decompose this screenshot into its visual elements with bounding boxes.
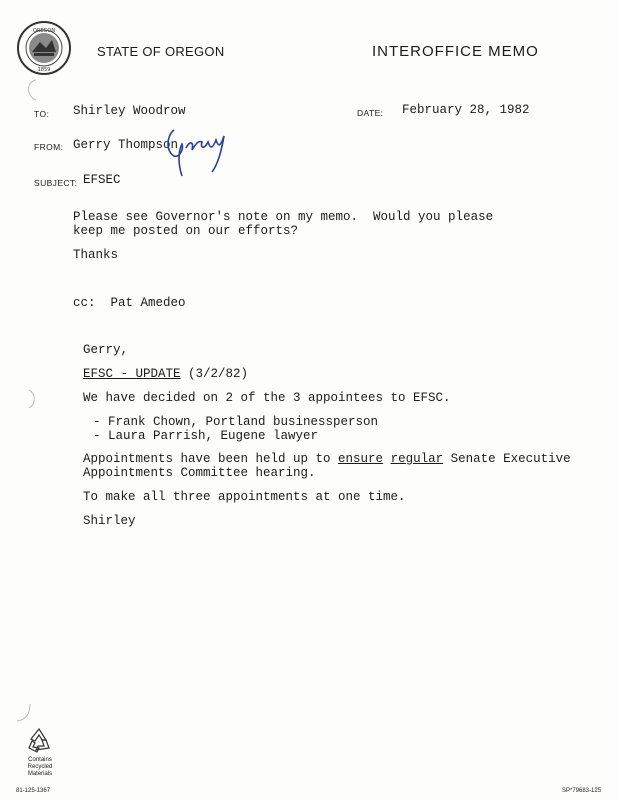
body-cc: cc: Pat Amedeo	[73, 296, 186, 310]
recycle-caption-line-3: Materials	[27, 771, 53, 777]
date-value: February 28, 1982	[402, 103, 530, 117]
memo-type: INTEROFFICE MEMO	[372, 43, 539, 60]
recycle-caption-line-2: Recycled	[27, 764, 53, 770]
form-number-right: SP*79683-125	[562, 788, 602, 794]
from-value: Gerry Thompson	[73, 138, 179, 152]
recycle-caption-line-1: Contains	[28, 757, 52, 763]
reply-heading-date: (3/2/82)	[180, 367, 249, 381]
reply-held-ensure: ensure	[338, 452, 384, 466]
from-label: FROM:	[34, 142, 64, 152]
date-label: DATE:	[357, 108, 384, 118]
svg-text:OREGON: OREGON	[32, 28, 56, 34]
subject-value: EFSEC	[83, 173, 121, 187]
recycle-caption	[20, 757, 60, 778]
reply-held-regular: regular	[390, 452, 444, 466]
body-line-1: Please see Governor's note on my memo. Would you please	[73, 210, 494, 224]
to-label: TO:	[34, 109, 50, 119]
punch-hole-mark	[26, 388, 38, 410]
body-line-2: keep me posted on our efforts?	[73, 224, 299, 238]
reply-held-part2: Senate Executive	[443, 452, 571, 466]
state-seal	[16, 20, 72, 76]
subject-label: SUBJECT:	[34, 178, 78, 188]
punch-hole-mark	[20, 78, 40, 102]
reply-heading	[83, 367, 248, 381]
reply-heading-title: EFSC - UPDATE	[83, 367, 181, 381]
reply-greeting: Gerry,	[83, 343, 129, 357]
reply-bullet-2: - Laura Parrish, Eugene lawyer	[93, 429, 319, 443]
reply-signoff: Shirley	[83, 514, 136, 528]
handwritten-signature	[162, 118, 238, 182]
form-number-left: 81-125-1367	[16, 788, 51, 794]
reply-bullet-1: - Frank Chown, Portland businessperson	[93, 415, 379, 429]
reply-make-all: To make all three appointments at one time.	[83, 490, 406, 504]
reply-held-part1: Appointments have been held up to	[83, 452, 339, 466]
reply-held-line-1	[83, 452, 571, 466]
reply-decided: We have decided on 2 of the 3 appointees to EFSC.	[83, 391, 451, 405]
svg-text:1859: 1859	[37, 67, 51, 73]
recycle-icon	[24, 726, 54, 756]
org-title: STATE OF OREGON	[97, 44, 225, 59]
to-value: Shirley Woodrow	[73, 104, 186, 118]
body-thanks: Thanks	[73, 248, 119, 262]
punch-hole-mark	[14, 702, 34, 724]
reply-held-line-2: Appointments Committee hearing.	[83, 466, 316, 480]
reply-held-space	[383, 452, 391, 466]
